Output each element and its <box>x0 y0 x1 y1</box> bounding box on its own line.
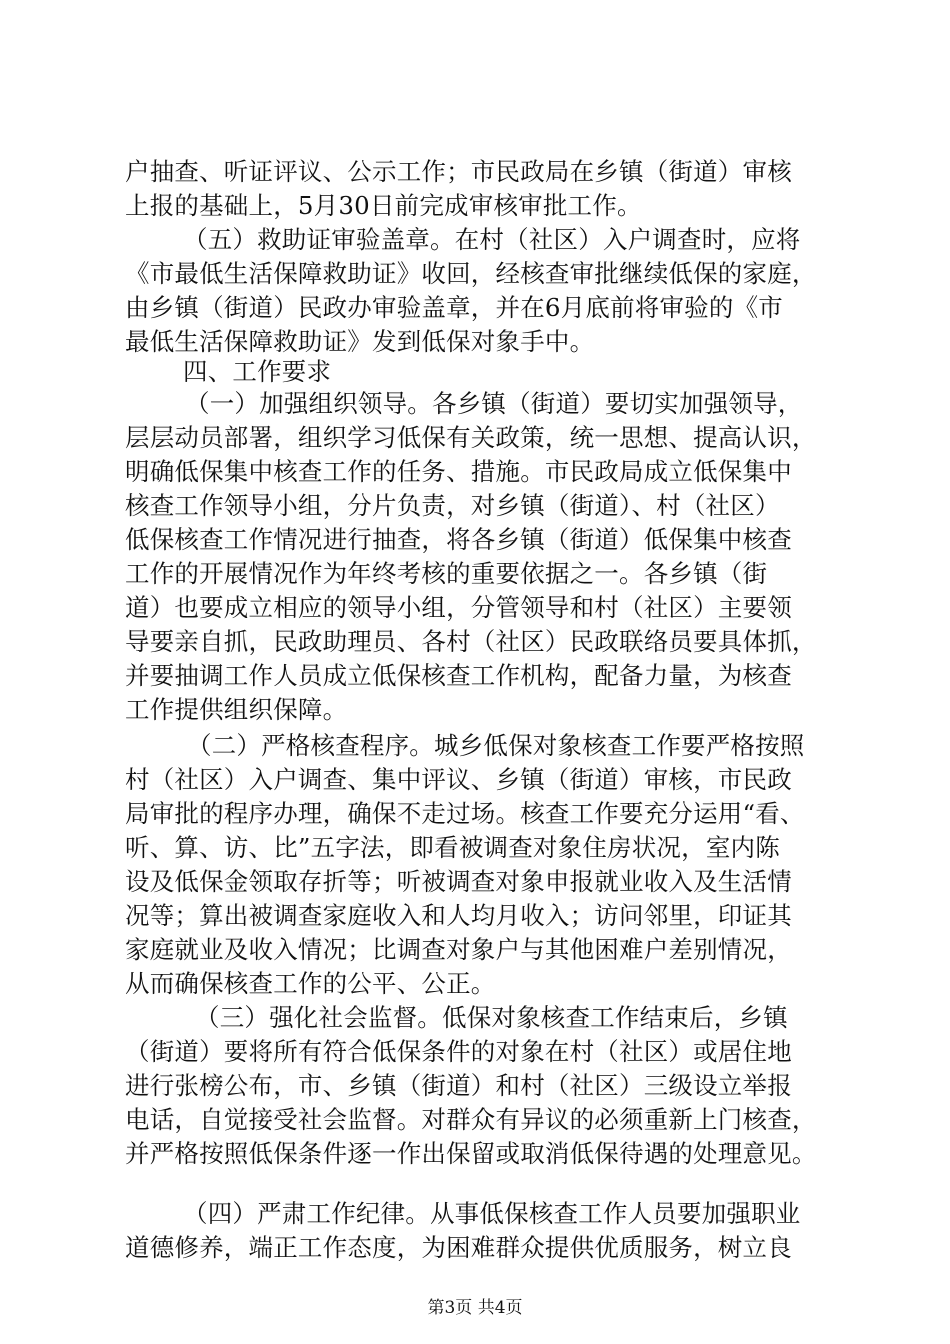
text-line: 由乡镇（街道）民政办审验盖章，并在6月底前将审验的《市 <box>125 293 783 322</box>
text-line: 上报的基础上，5月30日前完成审核审批工作。 <box>125 191 642 220</box>
text-line: 层层动员部署，组织学习低保有关政策，统一思想、提高认识， <box>125 423 817 452</box>
text-line: 道德修养，端正工作态度，为困难群众提供优质服务，树立良 <box>125 1233 792 1262</box>
text-line: （三）强化社会监督。低保对象核查工作结束后，乡镇 <box>195 1003 788 1032</box>
text-line: 从而确保核查工作的公平、公正。 <box>125 969 496 998</box>
text-line: （五）救助证审验盖章。在村（社区）入户调查时，应将 <box>183 225 801 254</box>
text-line: 导要亲自抓，民政助理员、各村（社区）民政联络员要具体抓， <box>125 627 817 656</box>
text-line: 并严格按照低保条件逐一作出保留或取消低保待遇的处理意见。 <box>125 1139 817 1168</box>
text-line: 电话，自觉接受社会监督。对群众有异议的必须重新上门核查， <box>125 1105 817 1134</box>
text-line: 设及低保金领取存折等；听被调查对象申报就业收入及生活情 <box>125 867 792 896</box>
text-line: 《市最低生活保障救助证》收回，经核查审批继续低保的家庭， <box>125 259 817 288</box>
text-line: 低保核查工作情况进行抽查，将各乡镇（街道）低保集中核查 <box>125 525 792 554</box>
text-line: 局审批的程序办理，确保不走过场。核查工作要充分运用“看、 <box>125 799 805 828</box>
text-line: （二）严格核查程序。城乡低保对象核查工作要严格按照 <box>187 731 805 760</box>
text-line: 四、工作要求 <box>183 357 332 386</box>
text-line: 况等；算出被调查家庭收入和人均月收入；访问邻里，印证其 <box>125 901 792 930</box>
text-line: 最低生活保障救助证》发到低保对象手中。 <box>125 327 595 356</box>
text-line: （四）严肃工作纪律。从事低保核查工作人员要加强职业 <box>183 1199 801 1228</box>
text-line: （街道）要将所有符合低保条件的对象在村（社区）或居住地 <box>125 1037 792 1066</box>
text-line: 家庭就业及收入情况；比调查对象户与其他困难户差别情况， <box>125 935 792 964</box>
text-line: 听、算、访、比”五字法，即看被调查对象住房状况，室内陈 <box>125 833 780 862</box>
text-line: 道）也要成立相应的领导小组，分管领导和村（社区）主要领 <box>125 593 792 622</box>
text-line: 户抽查、听证评议、公示工作；市民政局在乡镇（街道）审核 <box>125 157 792 186</box>
text-line: 工作提供组织保障。 <box>125 695 348 724</box>
text-line: 并要抽调工作人员成立低保核查工作机构，配备力量，为核查 <box>125 661 792 690</box>
text-line: （一）加强组织领导。各乡镇（街道）要切实加强领导， <box>185 389 803 418</box>
text-line: 核查工作领导小组，分片负责，对乡镇（街道）、村（社区） <box>125 491 780 520</box>
text-line: 村（社区）入户调查、集中评议、乡镇（街道）审核，市民政 <box>125 765 792 794</box>
text-line: 进行张榜公布，市、乡镇（街道）和村（社区）三级设立举报 <box>125 1071 792 1100</box>
page-footer: 第3页 共4页 <box>427 1298 523 1318</box>
text-line: 工作的开展情况作为年终考核的重要依据之一。各乡镇（街 <box>125 559 768 588</box>
text-line: 明确低保集中核查工作的任务、措施。市民政局成立低保集中 <box>125 457 792 486</box>
